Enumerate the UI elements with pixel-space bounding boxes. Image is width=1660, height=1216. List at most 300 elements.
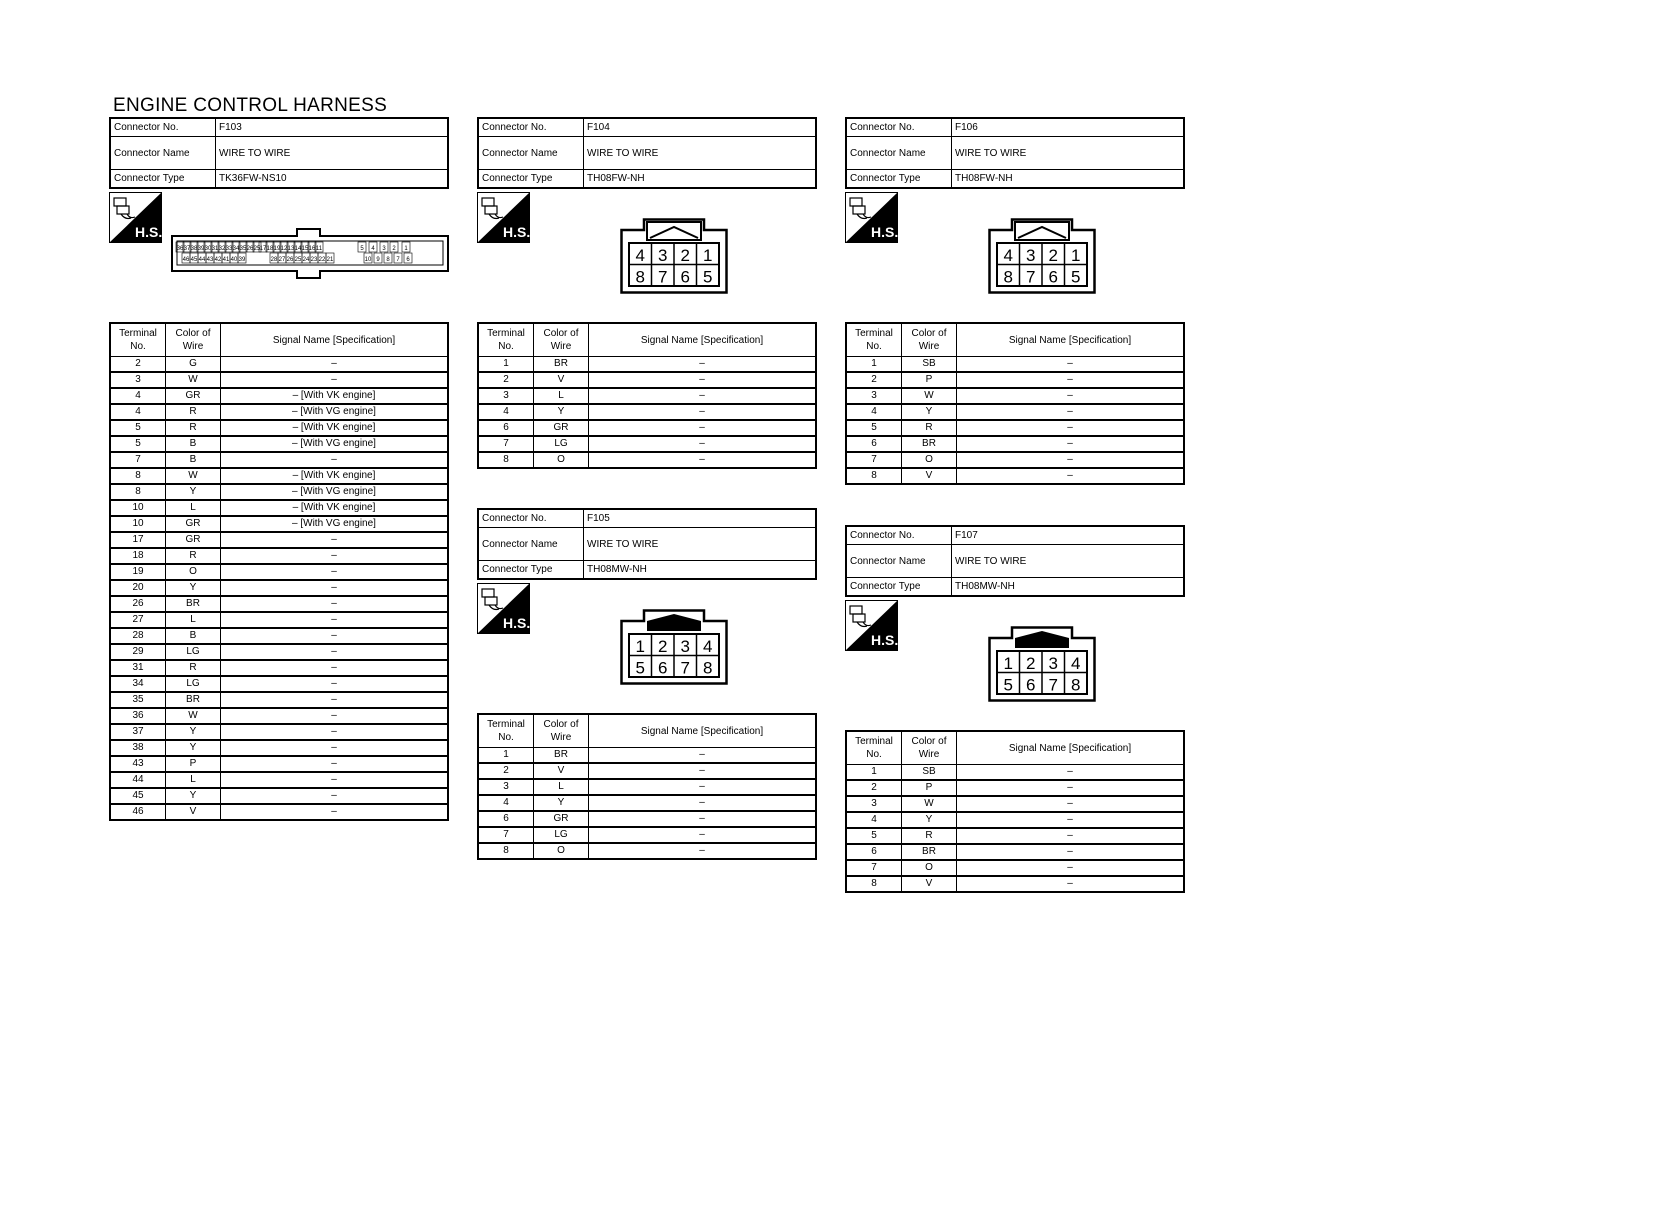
table-row bbox=[110, 500, 448, 516]
color-cell: SB bbox=[902, 357, 957, 373]
terminal-cell: 45 bbox=[110, 788, 166, 804]
color-cell: Y bbox=[166, 724, 221, 740]
color-cell: GR bbox=[166, 388, 221, 404]
table-row bbox=[846, 404, 1184, 420]
terminal-header: Terminal No. bbox=[846, 323, 902, 357]
signal-cell: – bbox=[221, 676, 449, 692]
hs-label: H.S. bbox=[871, 632, 898, 648]
signal-cell: – bbox=[957, 876, 1185, 892]
pin-number: 42 bbox=[214, 257, 222, 263]
pin-number: 27 bbox=[278, 257, 286, 263]
color-header: Color of Wire bbox=[902, 731, 957, 765]
color-cell: L bbox=[166, 612, 221, 628]
table-row bbox=[110, 468, 448, 484]
table-row bbox=[110, 692, 448, 708]
pin-number: 6 bbox=[1026, 675, 1036, 695]
signal-cell: – bbox=[589, 811, 817, 827]
pin-number: 1 bbox=[703, 246, 713, 265]
table-row bbox=[110, 484, 448, 500]
signal-cell: – [With VG engine] bbox=[221, 404, 449, 420]
table-row bbox=[110, 612, 448, 628]
pin-number: 12 bbox=[280, 246, 288, 252]
signal-cell: – bbox=[589, 763, 817, 779]
hs-icon bbox=[109, 192, 162, 243]
terminal-cell: 34 bbox=[110, 676, 166, 692]
signal-cell: – bbox=[221, 532, 449, 548]
terminal-cell: 37 bbox=[110, 724, 166, 740]
pin-number: 3 bbox=[1026, 246, 1036, 265]
color-header: Color of Wire bbox=[534, 323, 589, 357]
hs-label: H.S. bbox=[871, 224, 898, 240]
pin-number: 4 bbox=[703, 637, 713, 656]
connector-no-label: Connector No. bbox=[478, 118, 584, 137]
color-cell: LG bbox=[166, 676, 221, 692]
pin-number: 4 bbox=[1071, 654, 1081, 673]
table-row bbox=[846, 468, 1184, 484]
terminal-cell: 27 bbox=[110, 612, 166, 628]
terminal-cell: 2 bbox=[478, 372, 534, 388]
pin-number: 7 bbox=[658, 267, 668, 287]
terminal-cell: 31 bbox=[110, 660, 166, 676]
terminal-cell: 3 bbox=[110, 372, 166, 388]
color-cell: SB bbox=[902, 765, 957, 781]
color-cell: Y bbox=[166, 580, 221, 596]
signal-cell: – bbox=[957, 452, 1185, 468]
pin-number: 28 bbox=[270, 257, 278, 263]
color-header: Color of Wire bbox=[902, 323, 957, 357]
hs-icon bbox=[477, 583, 530, 634]
connector-face-f107 bbox=[988, 626, 1096, 707]
terminal-cell: 28 bbox=[110, 628, 166, 644]
pin-number: 5 bbox=[635, 658, 645, 678]
terminal-cell: 10 bbox=[110, 516, 166, 532]
signal-cell: – bbox=[957, 828, 1185, 844]
pin-number: 39 bbox=[238, 257, 246, 263]
pin-number: 11 bbox=[315, 246, 323, 252]
color-cell: P bbox=[902, 780, 957, 796]
terminal-header: Terminal No. bbox=[478, 323, 534, 357]
signal-cell: – bbox=[221, 596, 449, 612]
terminal-cell: 3 bbox=[478, 779, 534, 795]
color-cell: LG bbox=[166, 644, 221, 660]
color-cell: GR bbox=[166, 516, 221, 532]
connector-face-f105 bbox=[620, 609, 728, 690]
color-cell: Y bbox=[902, 812, 957, 828]
terminal-cell: 7 bbox=[110, 452, 166, 468]
table-row bbox=[110, 772, 448, 788]
pin-number: 5 bbox=[1003, 675, 1013, 695]
table-row bbox=[478, 811, 816, 827]
signal-cell: – bbox=[221, 756, 449, 772]
signal-cell: – bbox=[221, 564, 449, 580]
terminal-cell: 4 bbox=[846, 812, 902, 828]
connector-type-label: Connector Type bbox=[478, 170, 584, 189]
pin-number: 3 bbox=[1048, 654, 1058, 673]
signal-header: Signal Name [Specification] bbox=[589, 714, 817, 748]
pin-number: 30 bbox=[204, 246, 212, 252]
terminal-table-f105 bbox=[477, 713, 817, 860]
signal-cell: – bbox=[589, 436, 817, 452]
table-row bbox=[846, 780, 1184, 796]
pin-number: 4 bbox=[371, 246, 375, 252]
signal-header: Signal Name [Specification] bbox=[957, 323, 1185, 357]
signal-cell: – bbox=[221, 660, 449, 676]
table-row bbox=[846, 876, 1184, 892]
pin-number: 1 bbox=[404, 246, 408, 252]
color-cell: R bbox=[166, 420, 221, 436]
terminal-cell: 5 bbox=[846, 828, 902, 844]
hs-label: H.S. bbox=[503, 615, 530, 631]
terminal-cell: 6 bbox=[478, 420, 534, 436]
terminal-cell: 7 bbox=[846, 452, 902, 468]
signal-cell: – bbox=[221, 772, 449, 788]
connector-name-label: Connector Name bbox=[110, 137, 216, 170]
terminal-cell: 17 bbox=[110, 532, 166, 548]
terminal-cell: 3 bbox=[846, 388, 902, 404]
table-row bbox=[846, 420, 1184, 436]
color-header: Color of Wire bbox=[534, 714, 589, 748]
hs-badge-icon bbox=[845, 600, 898, 651]
table-row bbox=[110, 788, 448, 804]
color-cell: BR bbox=[902, 436, 957, 452]
signal-cell: – bbox=[957, 372, 1185, 388]
pin-number: 6 bbox=[658, 658, 668, 678]
connector-name-label: Connector Name bbox=[478, 137, 584, 170]
table-row bbox=[110, 548, 448, 564]
color-cell: B bbox=[166, 628, 221, 644]
signal-cell: – bbox=[589, 404, 817, 420]
pin-number: 8 bbox=[1003, 267, 1013, 287]
pin-number: 25 bbox=[253, 246, 261, 252]
pin-number: 25 bbox=[294, 257, 302, 263]
table-row bbox=[846, 765, 1184, 781]
color-cell: O bbox=[902, 452, 957, 468]
signal-cell: – bbox=[589, 357, 817, 373]
terminal-cell: 38 bbox=[110, 740, 166, 756]
page-title: ENGINE CONTROL HARNESS bbox=[113, 95, 388, 116]
signal-cell: – [With VK engine] bbox=[221, 420, 449, 436]
terminal-cell: 1 bbox=[478, 748, 534, 764]
table-row bbox=[478, 843, 816, 859]
table-row bbox=[110, 404, 448, 420]
pin-number: 2 bbox=[1026, 654, 1036, 673]
terminal-cell: 8 bbox=[846, 468, 902, 484]
pin-number: 4 bbox=[635, 246, 645, 265]
terminal-cell: 7 bbox=[478, 827, 534, 843]
pin-number: 1 bbox=[1071, 246, 1081, 265]
terminal-cell: 29 bbox=[110, 644, 166, 660]
terminal-cell: 44 bbox=[110, 772, 166, 788]
signal-cell: – bbox=[957, 388, 1185, 404]
table-row bbox=[110, 596, 448, 612]
pin-number: 8 bbox=[1071, 675, 1081, 695]
color-cell: LG bbox=[534, 436, 589, 452]
signal-cell: – bbox=[589, 748, 817, 764]
connector-no-value: F107 bbox=[952, 526, 1185, 545]
table-row bbox=[846, 796, 1184, 812]
table-row bbox=[110, 388, 448, 404]
table-row bbox=[478, 763, 816, 779]
pin-number: 6 bbox=[680, 267, 690, 287]
terminal-cell: 5 bbox=[846, 420, 902, 436]
signal-cell: – [With VG engine] bbox=[221, 516, 449, 532]
table-row bbox=[478, 452, 816, 468]
table-row bbox=[846, 372, 1184, 388]
connector-name-value: WIRE TO WIRE bbox=[952, 545, 1185, 578]
terminal-cell: 20 bbox=[110, 580, 166, 596]
color-cell: L bbox=[166, 500, 221, 516]
signal-cell: – [With VK engine] bbox=[221, 500, 449, 516]
terminal-cell: 5 bbox=[110, 436, 166, 452]
signal-cell: – bbox=[221, 708, 449, 724]
color-cell: V bbox=[902, 468, 957, 484]
signal-cell: – bbox=[589, 779, 817, 795]
connector-type-label: Connector Type bbox=[478, 561, 584, 580]
pin-number: 40 bbox=[230, 257, 238, 263]
terminal-cell: 19 bbox=[110, 564, 166, 580]
terminal-cell: 8 bbox=[478, 452, 534, 468]
connector-face-f104 bbox=[620, 218, 728, 299]
terminal-cell: 5 bbox=[110, 420, 166, 436]
pin-number: 6 bbox=[1048, 267, 1058, 287]
table-row bbox=[478, 420, 816, 436]
signal-cell: – bbox=[221, 452, 449, 468]
terminal-cell: 4 bbox=[478, 795, 534, 811]
connector-no-label: Connector No. bbox=[846, 118, 952, 137]
signal-cell: – bbox=[957, 404, 1185, 420]
pin-number: 17 bbox=[259, 246, 267, 252]
table-row bbox=[478, 357, 816, 373]
pin-number: 23 bbox=[310, 257, 318, 263]
terminal-cell: 8 bbox=[110, 468, 166, 484]
signal-cell: – [With VK engine] bbox=[221, 468, 449, 484]
table-row bbox=[478, 388, 816, 404]
connector-type-label: Connector Type bbox=[846, 578, 952, 597]
pin-number: 15 bbox=[301, 246, 309, 252]
signal-cell: – bbox=[957, 844, 1185, 860]
color-cell: B bbox=[166, 436, 221, 452]
connector-face-f103 bbox=[170, 227, 450, 284]
terminal-table-f103 bbox=[109, 322, 449, 821]
connector-8pin-diagram bbox=[988, 218, 1096, 294]
color-cell: O bbox=[534, 843, 589, 859]
terminal-cell: 6 bbox=[478, 811, 534, 827]
hs-badge-icon bbox=[845, 192, 898, 243]
connector-name-value: WIRE TO WIRE bbox=[584, 137, 817, 170]
pin-number: 31 bbox=[211, 246, 219, 252]
table-row bbox=[478, 795, 816, 811]
terminal-cell: 35 bbox=[110, 692, 166, 708]
terminal-cell: 2 bbox=[846, 780, 902, 796]
color-cell: V bbox=[534, 372, 589, 388]
pin-number: 3 bbox=[382, 246, 386, 252]
color-cell: Y bbox=[166, 484, 221, 500]
color-cell: R bbox=[166, 660, 221, 676]
table-row bbox=[846, 812, 1184, 828]
connector-type-label: Connector Type bbox=[110, 170, 216, 189]
signal-cell: – bbox=[221, 372, 449, 388]
pin-number: 39 bbox=[197, 246, 205, 252]
color-cell: V bbox=[902, 876, 957, 892]
color-cell: P bbox=[902, 372, 957, 388]
pin-number: 5 bbox=[703, 267, 713, 287]
terminal-cell: 8 bbox=[110, 484, 166, 500]
connector-no-label: Connector No. bbox=[110, 118, 216, 137]
table-row bbox=[478, 827, 816, 843]
table-row bbox=[110, 564, 448, 580]
connector-no-label: Connector No. bbox=[478, 509, 584, 528]
pin-number: 1 bbox=[1003, 654, 1013, 673]
pin-number: 19 bbox=[273, 246, 281, 252]
table-row bbox=[846, 860, 1184, 876]
pin-number: 3 bbox=[680, 637, 690, 656]
pin-number: 1 bbox=[635, 637, 645, 656]
signal-header: Signal Name [Specification] bbox=[221, 323, 449, 357]
terminal-header: Terminal No. bbox=[110, 323, 166, 357]
connector-type-value: TH08MW-NH bbox=[952, 578, 1185, 597]
connector-type-label: Connector Type bbox=[846, 170, 952, 189]
color-cell: BR bbox=[902, 844, 957, 860]
table-row bbox=[110, 708, 448, 724]
terminal-header: Terminal No. bbox=[478, 714, 534, 748]
pin-number: 45 bbox=[190, 257, 198, 263]
color-cell: Y bbox=[534, 404, 589, 420]
terminal-cell: 1 bbox=[846, 765, 902, 781]
terminal-cell: 26 bbox=[110, 596, 166, 612]
signal-cell: – bbox=[957, 860, 1185, 876]
terminal-cell: 43 bbox=[110, 756, 166, 772]
table-row bbox=[846, 436, 1184, 452]
signal-cell: – bbox=[957, 436, 1185, 452]
connector-info-f103 bbox=[109, 117, 449, 189]
connector-name-value: WIRE TO WIRE bbox=[952, 137, 1185, 170]
terminal-cell: 3 bbox=[846, 796, 902, 812]
table-row bbox=[478, 372, 816, 388]
table-row bbox=[110, 580, 448, 596]
pin-number: 36 bbox=[176, 246, 184, 252]
signal-cell: – bbox=[957, 796, 1185, 812]
color-cell: V bbox=[166, 804, 221, 820]
color-cell: O bbox=[166, 564, 221, 580]
color-cell: Y bbox=[534, 795, 589, 811]
hs-badge-icon bbox=[109, 192, 162, 243]
color-cell: GR bbox=[166, 532, 221, 548]
signal-cell: – bbox=[221, 612, 449, 628]
pin-number: 18 bbox=[266, 246, 274, 252]
signal-cell: – bbox=[589, 843, 817, 859]
connector-info-f105 bbox=[477, 508, 817, 580]
table-row bbox=[110, 357, 448, 373]
signal-cell: – bbox=[589, 420, 817, 436]
table-row bbox=[110, 756, 448, 772]
terminal-cell: 10 bbox=[110, 500, 166, 516]
pin-number: 26 bbox=[286, 257, 294, 263]
connector-no-value: F106 bbox=[952, 118, 1185, 137]
pin-number: 14 bbox=[294, 246, 302, 252]
color-cell: L bbox=[534, 388, 589, 404]
terminal-cell: 2 bbox=[846, 372, 902, 388]
table-row bbox=[846, 828, 1184, 844]
signal-cell: – bbox=[957, 812, 1185, 828]
color-cell: W bbox=[166, 468, 221, 484]
signal-cell: – bbox=[221, 804, 449, 820]
signal-cell: – bbox=[221, 548, 449, 564]
terminal-cell: 1 bbox=[846, 357, 902, 373]
connector-type-value: TH08MW-NH bbox=[584, 561, 817, 580]
pin-number: 33 bbox=[225, 246, 233, 252]
pin-number: 7 bbox=[1026, 267, 1036, 287]
terminal-cell: 46 bbox=[110, 804, 166, 820]
signal-cell: – bbox=[957, 357, 1185, 373]
connector-face-f106 bbox=[988, 218, 1096, 299]
terminal-cell: 4 bbox=[478, 404, 534, 420]
color-cell: L bbox=[166, 772, 221, 788]
table-row bbox=[846, 452, 1184, 468]
pin-number: 2 bbox=[680, 246, 690, 265]
pin-number: 43 bbox=[206, 257, 214, 263]
signal-cell: – bbox=[221, 357, 449, 373]
connector-no-value: F105 bbox=[584, 509, 817, 528]
color-cell: GR bbox=[534, 811, 589, 827]
signal-cell: – bbox=[221, 740, 449, 756]
terminal-cell: 2 bbox=[478, 763, 534, 779]
table-row bbox=[110, 740, 448, 756]
connector-name-label: Connector Name bbox=[846, 137, 952, 170]
connector-name-label: Connector Name bbox=[478, 528, 584, 561]
connector-type-value: TK36FW-NS10 bbox=[216, 170, 449, 189]
pin-number: 41 bbox=[222, 257, 230, 263]
color-cell: BR bbox=[534, 357, 589, 373]
terminal-cell: 7 bbox=[846, 860, 902, 876]
connector-type-value: TH08FW-NH bbox=[952, 170, 1185, 189]
pin-number: 7 bbox=[680, 658, 690, 678]
pin-number: 38 bbox=[190, 246, 198, 252]
connector-no-label: Connector No. bbox=[846, 526, 952, 545]
table-row bbox=[110, 660, 448, 676]
pin-number: 35 bbox=[239, 246, 247, 252]
hs-icon bbox=[845, 192, 898, 243]
table-row bbox=[110, 516, 448, 532]
signal-cell: – bbox=[589, 372, 817, 388]
table-row bbox=[110, 420, 448, 436]
wide-connector-diagram bbox=[170, 227, 450, 279]
color-cell: LG bbox=[534, 827, 589, 843]
color-cell: B bbox=[166, 452, 221, 468]
hs-icon bbox=[845, 600, 898, 651]
pin-number: 4 bbox=[1003, 246, 1013, 265]
signal-cell: – bbox=[221, 692, 449, 708]
connector-name-value: WIRE TO WIRE bbox=[216, 137, 449, 170]
color-cell: R bbox=[166, 548, 221, 564]
signal-cell: – bbox=[589, 388, 817, 404]
pin-number: 22 bbox=[318, 257, 326, 263]
table-row bbox=[110, 532, 448, 548]
pin-number: 34 bbox=[232, 246, 240, 252]
pin-number: 8 bbox=[635, 267, 645, 287]
table-row bbox=[478, 436, 816, 452]
terminal-cell: 6 bbox=[846, 844, 902, 860]
table-row bbox=[846, 388, 1184, 404]
pin-number: 2 bbox=[392, 246, 396, 252]
pin-number: 7 bbox=[1048, 675, 1058, 695]
table-row bbox=[478, 404, 816, 420]
signal-cell: – [With VG engine] bbox=[221, 484, 449, 500]
pin-number: 3 bbox=[658, 246, 668, 265]
pin-number: 37 bbox=[183, 246, 191, 252]
color-cell: BR bbox=[534, 748, 589, 764]
pin-number: 5 bbox=[360, 246, 364, 252]
table-row bbox=[846, 844, 1184, 860]
